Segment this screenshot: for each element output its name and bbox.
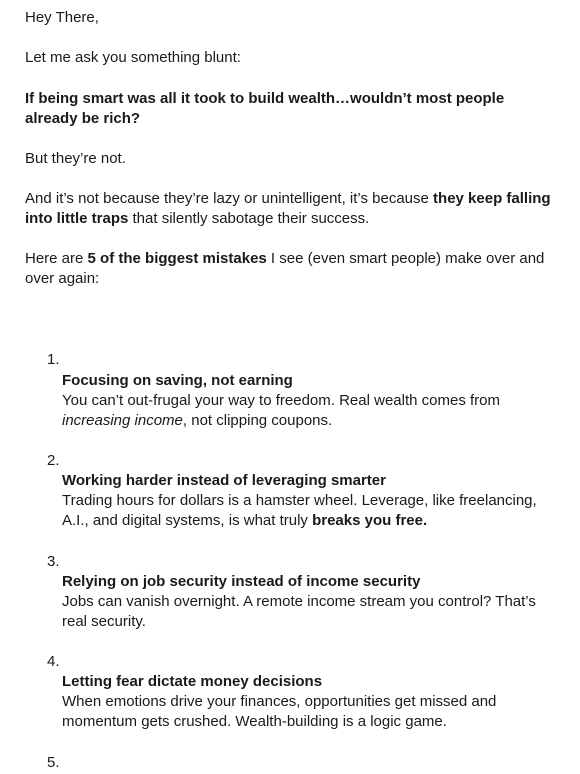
reason-post: that silently sabotage their success. [128,210,370,227]
answer-text: But they’re not. [25,150,126,167]
list-item-title: Working harder instead of leveraging smarter [62,472,386,489]
list-item-text [62,492,537,529]
greeting: Hey There, [25,9,99,26]
reason-text [25,189,555,229]
list-item-number: 4. [47,653,60,670]
lead-bold: 5 of the biggest mistakes [87,250,267,267]
list-item-text-bold: breaks you free. [312,512,428,529]
list-item-text: Jobs can vanish overnight. A remote income stream you control? That’s real security. [62,593,536,630]
question-bold: If being smart was all it took to build wealth…wouldn’t most people already be rich? [25,90,505,127]
list-item-number: 1. [47,351,60,368]
lead-pre: Here are [25,250,88,267]
list-item-number: 5. [47,754,60,771]
list-item-number: 3. [47,553,60,570]
reason-pre: And it’s not because they’re lazy or unintelligent, it’s because [25,190,434,207]
list-item-title: Focusing on saving, not earning [62,372,293,389]
list-item-text-pre: Trading hours for dollars is a hamster wheel. Leverage, like freelancing, A.I., and digital systems, is what truly [62,492,537,529]
list-item [62,371,547,431]
intro-text: Let me ask you something blunt: [25,49,241,66]
lead-text [25,249,555,289]
list-item-text [62,392,500,429]
list-item-text: When emotions drive your finances, opportunities get missed and momentum gets crushed. Wealth-building is a logic game. [62,693,497,730]
list-item [62,471,547,531]
list-item-number: 2. [47,452,60,469]
question-text [25,89,555,129]
reason-bold: they keep falling into little traps [25,190,551,227]
lead-post: I see (even smart people) make over and over again: [25,250,545,287]
list-item-text-emphasis: increasing income [62,412,183,429]
list-item-title: Letting fear dictate money decisions [62,673,323,690]
list-item-text-pre: You can’t out-frugal your way to freedom. Real wealth comes from [62,392,500,409]
list-item [62,572,547,632]
list-item-title: Relying on job security instead of income security [62,573,421,590]
list-item [62,672,547,732]
list-item-text-post: , not clipping coupons. [182,412,333,429]
